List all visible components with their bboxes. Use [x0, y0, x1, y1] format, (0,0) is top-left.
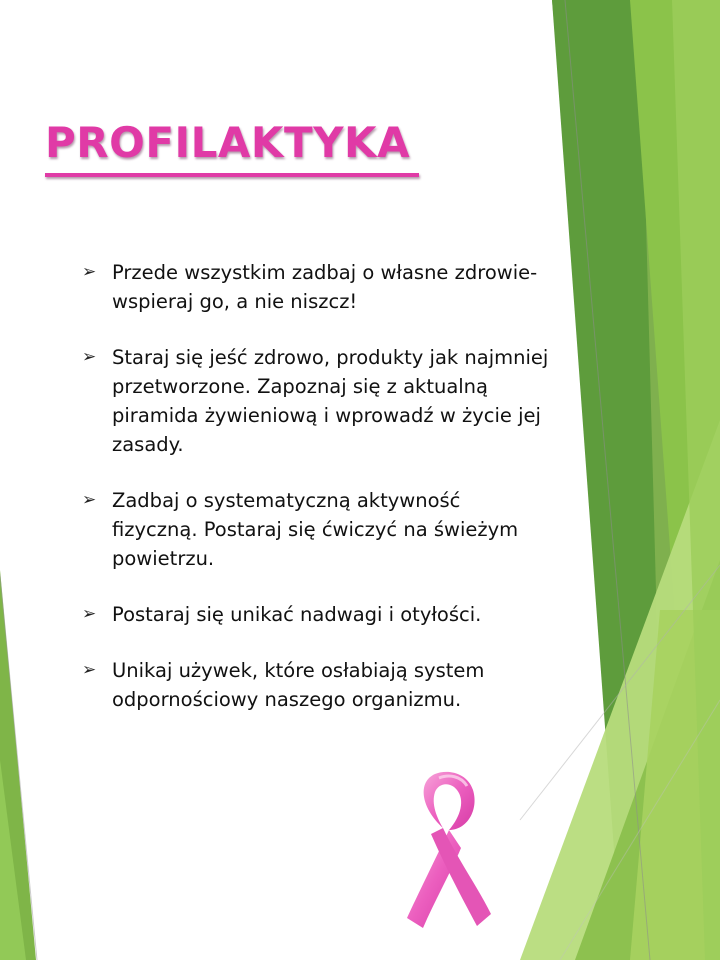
bullet-text: Postaraj się unikać nadwagi i otyłości. — [112, 603, 482, 626]
slide-title: PROFILAKTYKA — [45, 118, 411, 167]
list-item — [82, 258, 552, 316]
bullet-text: Staraj się jeść zdrowo, produkty jak najmniej przetworzone. Zapoznaj się z aktualną piramida żywieniową i wprowadź w życie jej zasady. — [112, 346, 549, 456]
arrowhead-bullet-icon: ➢ — [82, 347, 97, 367]
list-item — [82, 600, 552, 629]
bullet-text: Zadbaj o systematyczną aktywność fizyczną. Postaraj się ćwiczyć na świeżym powietrzu. — [112, 489, 519, 570]
list-item — [82, 656, 552, 714]
list-item — [82, 486, 552, 573]
pink-ribbon-icon — [395, 768, 495, 940]
title-underline — [45, 173, 419, 177]
list-item — [82, 343, 552, 459]
arrowhead-bullet-icon: ➢ — [82, 490, 97, 510]
bullet-text: Unikaj używek, które osłabiają system odpornościowy naszego organizmu. — [112, 659, 485, 711]
arrowhead-bullet-icon: ➢ — [82, 262, 97, 282]
bullet-text: Przede wszystkim zadbaj o własne zdrowie- wspieraj go, a nie niszcz! — [112, 261, 538, 313]
arrowhead-bullet-icon: ➢ — [82, 660, 97, 680]
arrowhead-bullet-icon: ➢ — [82, 604, 97, 624]
bullet-list — [82, 258, 552, 741]
